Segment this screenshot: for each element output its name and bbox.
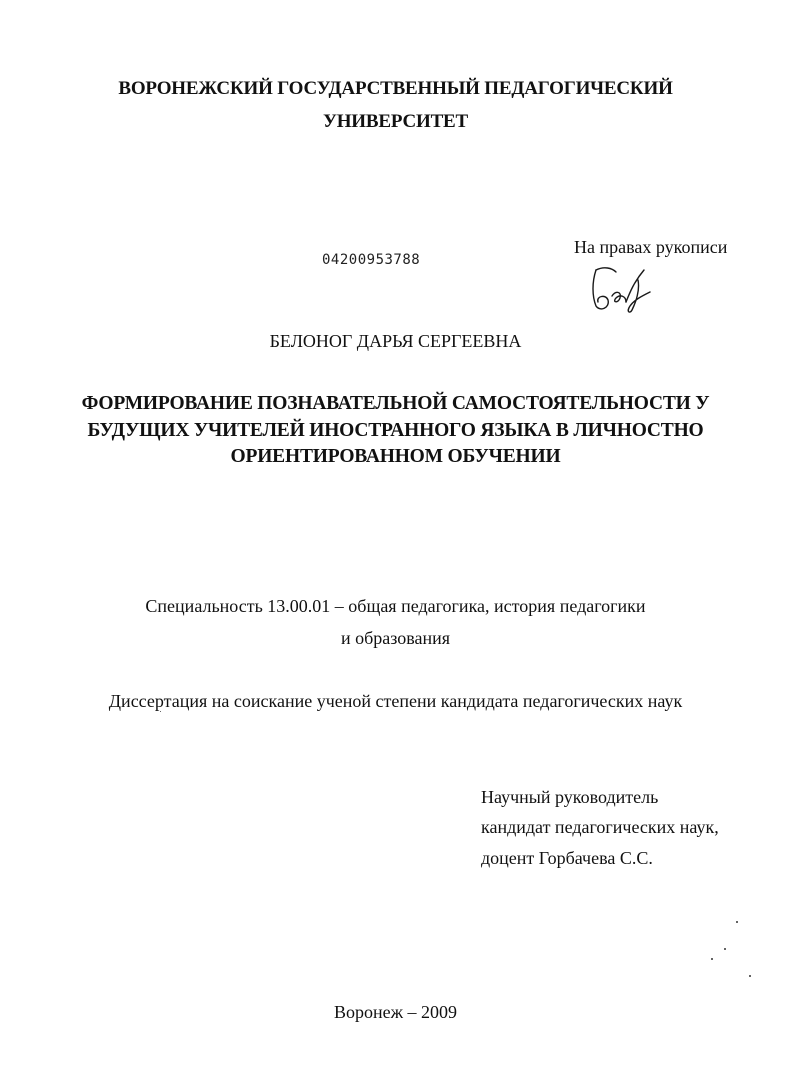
- author-signature: [586, 262, 656, 314]
- supervisor-line3: доцент Горбачева С.С.: [481, 848, 653, 868]
- scan-speck: [711, 958, 713, 960]
- manuscript-rights-note: На правах рукописи: [574, 237, 728, 257]
- city-year: Воронеж – 2009: [333, 1002, 458, 1022]
- scan-speck: [736, 921, 738, 923]
- supervisor-line1: Научный руководитель: [481, 787, 659, 807]
- dissertation-title-line1: ФОРМИРОВАНИЕ ПОЗНАВАТЕЛЬНОЙ САМОСТОЯТЕЛЬНОСТИ У: [81, 393, 710, 414]
- scan-speck: [160, 711, 161, 712]
- dissertation-title-line2: БУДУЩИХ УЧИТЕЛЕЙ ИНОСТРАННОГО ЯЗЫКА В ЛИЧНОСТНО: [87, 420, 704, 441]
- university-name-line1: ВОРОНЕЖСКИЙ ГОСУДАРСТВЕННЫЙ ПЕДАГОГИЧЕСКИЙ: [118, 78, 673, 99]
- scan-speck: [724, 948, 726, 950]
- author-name: БЕЛОНОГ ДАРЬЯ СЕРГЕЕВНА: [269, 331, 522, 351]
- scan-speck: [749, 975, 751, 977]
- supervisor-line2: кандидат педагогических наук,: [481, 817, 719, 837]
- specialty-line1: Специальность 13.00.01 – общая педагогика, история педагогики: [145, 596, 646, 616]
- specialty-line2: и образования: [340, 628, 451, 648]
- dissertation-title-line3: ОРИЕНТИРОВАННОМ ОБУЧЕНИИ: [230, 446, 561, 467]
- dissertation-degree: Диссертация на соискание ученой степени кандидата педагогических наук: [108, 691, 683, 711]
- university-name-line2: УНИВЕРСИТЕТ: [322, 111, 468, 132]
- registry-code: 04200953788: [322, 252, 421, 268]
